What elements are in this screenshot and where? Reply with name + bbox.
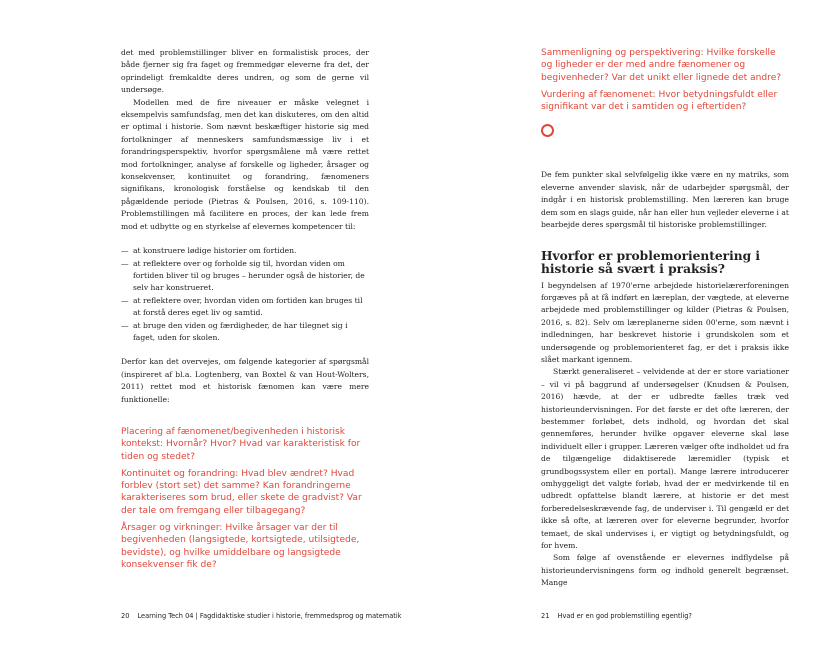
list-item: — at reflektere over, hvordan viden om fortiden kan bruges til at forstå deres eget liv og samtid. [121,295,363,318]
question-category: Vurdering af fænomenet: Hvor betydningsfuldt eller signifikant var det i samtiden og i eftertiden? [541,89,778,113]
running-title: Learning Tech 04 | Fagdidaktiske studier i historie, fremmedsprog og matematik [137,612,402,620]
right-column [541,47,789,590]
question-category: Årsager og virkninger: Hvilke årsager var der til begivenheden (langsigtede, kortsigtede, utilsigtede, bevidste), og hvilke umiddelbare og langsigtede konsekvenser fik de? [121,523,360,570]
question-category: Sammenligning og perspektivering: Hvilke forskelle og ligheder er der med andre fænomener og begivenheder? Var det unikt eller lignede det andre? [541,48,782,83]
right-page [420,0,840,672]
list-item: — at konstruere lødige historier om fortiden. [121,246,297,256]
list-item: — at reflektere over og forholde sig til, hvordan viden om fortiden bliver til og bruges – herunder også de historier, de selv har konstrueret. [121,258,365,293]
page-number: 20 [121,612,130,620]
page-footer [121,612,401,620]
circle-marker-icon [541,124,554,137]
question-category: Kontinuitet og forandring: Hvad blev ændret? Hvad forblev (stort set) det samme? Kan forandringerne karakteriseres som brud, eller skete de gradvist? Var der tale om fremgang eller tilbagegang? [121,468,362,516]
paragraph: Stærkt generaliseret – velvidende at der er store variationer – vil vi på baggrund af undersøgelser (Knudsen & Poulsen, 2016) hævde, at der er udbredte fælles træk ved historieundervisningen. For det første er det ofte læreren, der bestemmer forløbet, dets indhold, og hvordan det skal gennemføres, herunder hvilke opgaver eleverne skal løse individuelt eller i grupper. Læreren vælger ofte indholdet ud fra de tilgængelige didaktiserede læremidler (typisk et grundbogssystem eller en portal). Mange lærere introducerer omhyggeligt det valgte forløb, hvad der er medvirkende til en udbredt opfattelse blandt lærere, at historie er det mest forberedelseskrævende fag, de underviser i. Til gengæld er det ikke så ofte, at læreren over for eleverne begrunder, hvorfor temaet, de skal undervises i, er vigtigt og betydningsfuldt, og for hvem. [541,367,789,551]
paragraph: Derfor kan det overvejes, om følgende kategorier af spørgsmål (inspireret af bl.a. Logtenberg, van Boxtel & van Hout-Wolters, 2011) rettet mod et historisk fænomen kan være mere funktionelle: [121,357,369,404]
question-category: Placering af fænomenet/begivenheden i historisk kontekst: Hvornår? Hvor? Hvad var karakteristisk for tiden og stedet? [121,426,361,462]
paragraph: Modellen med de fire niveauer er måske velegnet i eksempelvis samfundsfag, men det kan diskuteres, om den altid er optimal i historie. Som nævnt beskæftiger historie sig med fortolkninger af menneskers samfundsmæssige liv i et forandringsperspektiv, hvorfor spørgsmålene må være rettet mod fortolkninger, analyse af forskelle og ligheder, årsager og konsekvenser, kontinuitet og forandring, fænomeners signifikans, kronologisk forståelse og kendskab til den pågældende periode (Pietras & Poulsen, 2016, s. 109-110). Problemstillingen må facilitere en proces, der kan lede frem mod et udbytte og en styrkelse af elevernes kompetencer til: [121,97,369,231]
paragraph: De fem punkter skal selvfølgelig ikke være en ny matriks, som eleverne anvender slavisk, når de udarbejder spørgsmål, der indgår i en historisk problemstilling. Men læreren kan bruge dem som en slags guide, når han eller hun vejleder eleverne i at bearbejde deres spørgsmål til historiske problemstillinger. [541,170,789,230]
list-item: — at bruge den viden og færdigheder, de har tilegnet sig i faget, uden for skolen. [121,320,348,342]
paragraph: det med problemstillinger bliver en formalistisk proces, der både fjerner sig fra faget og fremmedgør eleverne fra det, der oprindeligt fremkaldte deres undren, og som de gerne vil undersøge. [121,48,369,95]
page-number: 21 [541,612,550,620]
page-footer [541,612,692,620]
paragraph: I begyndelsen af 1970'erne arbejdede historielærerforeningen forgæves på at få indført en læreplan, der vægtede, at eleverne arbejdede med problemstillinger og kilder (Pietras & Poulsen, 2016, s. 82). Selv om læreplanerne siden 00'erne, som nævnt i indledningen, har beskrevet historie i grundskolen som et undersøgende og problemorienteret fag, er det i praksis ikke slået markant igennem. [541,280,789,364]
paragraph: Som følge af ovenstående er elevernes indflydelse på historieundervisningens form og indhold generelt begrænset. Mange [541,553,789,588]
bullet-list [121,245,369,344]
left-column [121,47,369,571]
running-title: Hvad er en god problemstilling egentlig? [557,612,692,620]
section-heading: Hvorfor er problemorientering i historie så svært i praksis? [541,248,760,277]
